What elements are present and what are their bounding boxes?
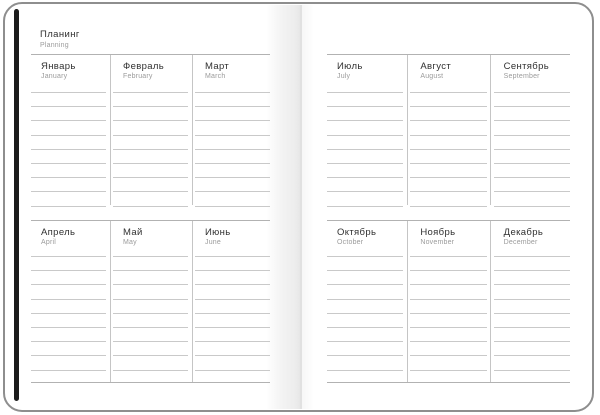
month-name-ru: Август <box>420 61 452 72</box>
ruled-line <box>113 300 188 314</box>
ruled-line <box>494 257 570 271</box>
planner-title-ru: Планинг <box>40 29 80 40</box>
month-block-jan-mar <box>31 54 270 206</box>
month-november <box>410 221 486 383</box>
ruled-line <box>410 107 486 121</box>
ruled-line <box>410 257 486 271</box>
ruled-line <box>31 285 106 299</box>
ruled-line <box>327 257 403 271</box>
ruled-line <box>327 150 403 164</box>
month-name-en: May <box>123 239 137 246</box>
page-edge-stripe <box>14 9 19 401</box>
ruled-line <box>195 93 270 107</box>
month-name-en: June <box>205 239 221 246</box>
column-divider <box>110 221 111 382</box>
ruled-line <box>113 356 188 370</box>
ruled-line <box>195 342 270 356</box>
ruled-line <box>327 285 403 299</box>
month-header <box>410 55 486 93</box>
month-header <box>494 55 570 93</box>
ruled-line <box>410 192 486 206</box>
ruled-line <box>494 192 570 206</box>
month-name-ru: Ноябрь <box>420 227 456 238</box>
column-divider <box>407 221 408 382</box>
ruled-line <box>410 178 486 192</box>
month-name-en: July <box>337 73 351 80</box>
month-name-ru: Июнь <box>205 227 231 238</box>
month-august <box>410 55 486 207</box>
ruled-line <box>113 178 188 192</box>
ruled-line <box>327 164 403 178</box>
column-divider <box>192 221 193 382</box>
month-name-ru: Февраль <box>123 61 165 72</box>
ruled-line <box>327 93 403 107</box>
ruled-line <box>31 356 106 370</box>
ruled-line <box>113 285 188 299</box>
ruled-line <box>195 328 270 342</box>
month-header <box>195 221 270 257</box>
month-header <box>195 55 270 93</box>
month-header <box>113 55 188 93</box>
ruled-line <box>410 271 486 285</box>
ruled-line <box>494 121 570 135</box>
ruled-line <box>113 328 188 342</box>
ruled-line <box>113 107 188 121</box>
month-name-en: August <box>420 73 444 80</box>
month-name-en: January <box>41 73 68 80</box>
ruled-line <box>195 107 270 121</box>
month-header <box>327 55 403 93</box>
month-name-ru: Октябрь <box>337 227 377 238</box>
spine-gutter-shadow-right <box>302 5 314 409</box>
ruled-line <box>410 314 486 328</box>
ruled-line <box>494 314 570 328</box>
ruled-line <box>410 328 486 342</box>
ruled-line <box>327 121 403 135</box>
ruled-line <box>31 121 106 135</box>
ruled-line <box>195 121 270 135</box>
ruled-line <box>327 271 403 285</box>
month-block-apr-jun <box>31 220 270 383</box>
month-name-en: November <box>420 239 455 246</box>
month-name-ru: Январь <box>41 61 76 72</box>
month-block-oct-dec <box>327 220 570 383</box>
ruled-line <box>327 314 403 328</box>
ruled-line <box>113 192 188 206</box>
ruled-line <box>195 136 270 150</box>
ruled-line <box>113 257 188 271</box>
ruled-line <box>494 328 570 342</box>
month-header <box>327 221 403 257</box>
ruled-line <box>494 356 570 370</box>
ruled-line <box>195 257 270 271</box>
ruled-line <box>31 150 106 164</box>
ruled-line <box>31 300 106 314</box>
ruled-line <box>113 271 188 285</box>
ruled-line <box>31 342 106 356</box>
ruled-line <box>113 121 188 135</box>
ruled-line <box>195 164 270 178</box>
ruled-line <box>195 178 270 192</box>
ruled-line <box>31 192 106 206</box>
ruled-line <box>494 271 570 285</box>
column-divider <box>490 221 491 382</box>
month-name-en: March <box>205 73 226 80</box>
planner-title-en: Planning <box>40 41 69 49</box>
month-may <box>113 221 188 383</box>
ruled-line <box>31 257 106 271</box>
ruled-line <box>31 271 106 285</box>
ruled-line <box>195 271 270 285</box>
month-name-ru: Март <box>205 61 230 72</box>
month-march <box>195 55 270 207</box>
ruled-line <box>494 136 570 150</box>
ruled-line <box>494 150 570 164</box>
month-name-ru: Декабрь <box>503 227 544 238</box>
month-name-ru: Май <box>123 227 143 238</box>
ruled-line <box>410 150 486 164</box>
month-july <box>327 55 403 207</box>
month-october <box>327 221 403 383</box>
month-january <box>31 55 106 207</box>
month-name-ru: Сентябрь <box>503 61 550 72</box>
ruled-line <box>195 285 270 299</box>
month-name-ru: Апрель <box>41 227 76 238</box>
ruled-line <box>327 328 403 342</box>
ruled-line <box>410 121 486 135</box>
ruled-line <box>31 136 106 150</box>
planner-heading <box>40 29 80 50</box>
ruled-line <box>195 356 270 370</box>
month-february <box>113 55 188 207</box>
column-divider <box>490 55 491 205</box>
month-name-en: October <box>337 239 364 246</box>
ruled-line <box>31 314 106 328</box>
ruled-line <box>195 300 270 314</box>
ruled-line <box>410 300 486 314</box>
ruled-line <box>410 136 486 150</box>
ruled-line <box>327 300 403 314</box>
ruled-line <box>113 150 188 164</box>
ruled-line <box>494 300 570 314</box>
ruled-line <box>327 136 403 150</box>
ruled-line <box>410 356 486 370</box>
month-name-en: September <box>503 73 540 80</box>
column-divider <box>192 55 193 205</box>
ruled-line <box>195 314 270 328</box>
spine-gutter-shadow-left <box>266 5 300 409</box>
ruled-line <box>327 107 403 121</box>
month-june <box>195 221 270 383</box>
ruled-line <box>31 328 106 342</box>
month-name-en: December <box>503 239 538 246</box>
ruled-line <box>113 136 188 150</box>
ruled-line <box>410 285 486 299</box>
ruled-line <box>113 93 188 107</box>
ruled-line <box>327 192 403 206</box>
month-header <box>31 55 106 93</box>
month-name-en: April <box>41 239 57 246</box>
ruled-line <box>195 150 270 164</box>
ruled-line <box>31 93 106 107</box>
ruled-line <box>327 178 403 192</box>
ruled-line <box>494 93 570 107</box>
ruled-line <box>410 164 486 178</box>
month-april <box>31 221 106 383</box>
ruled-line <box>31 107 106 121</box>
ruled-line <box>327 356 403 370</box>
ruled-line <box>410 342 486 356</box>
ruled-line <box>494 285 570 299</box>
ruled-line <box>113 164 188 178</box>
ruled-line <box>113 342 188 356</box>
ruled-line <box>494 178 570 192</box>
ruled-line <box>31 178 106 192</box>
ruled-line <box>113 314 188 328</box>
column-divider <box>407 55 408 205</box>
column-divider <box>110 55 111 205</box>
month-name-ru: Июль <box>337 61 363 72</box>
month-header <box>494 221 570 257</box>
month-header <box>113 221 188 257</box>
ruled-line <box>494 342 570 356</box>
ruled-line <box>494 107 570 121</box>
ruled-line <box>195 192 270 206</box>
ruled-line <box>410 93 486 107</box>
month-header <box>31 221 106 257</box>
month-block-jul-sep <box>327 54 570 206</box>
month-name-en: February <box>123 73 153 80</box>
ruled-line <box>327 342 403 356</box>
ruled-line <box>494 164 570 178</box>
month-december <box>494 221 570 383</box>
month-september <box>494 55 570 207</box>
month-header <box>410 221 486 257</box>
ruled-line <box>31 164 106 178</box>
